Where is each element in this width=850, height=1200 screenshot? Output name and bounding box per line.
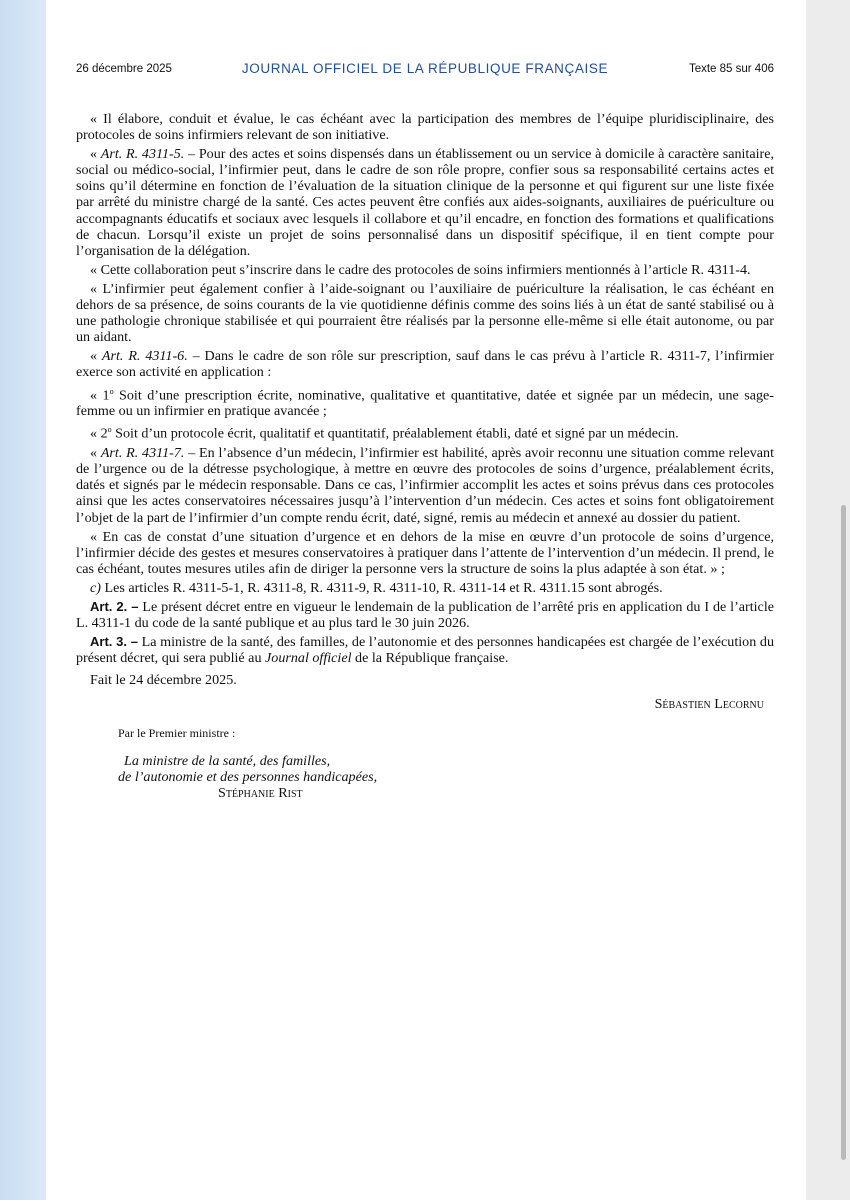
- paragraph-item-1: « 1$^o$ Soit d’une prescription écrite, nominative, qualitative et quantitative, datée et signée par un médecin, une sage-femme ou un infirmier en pratique avancée ;: [76, 386, 774, 420]
- scrollbar-thumb[interactable]: [841, 505, 846, 1160]
- header-text-position: Texte 85 sur 406: [688, 63, 774, 75]
- countersignature-block: [76, 725, 774, 801]
- signatory-name: Sébastien Lecornu: [654, 696, 764, 713]
- header-journal-title: JOURNAL OFFICIEL DE LA RÉPUBLIQUE FRANÇAISE: [241, 61, 609, 76]
- document-page: [46, 0, 806, 1200]
- fait-le: Fait le 24 décembre 2025.: [90, 672, 237, 689]
- paragraph-art-r4311-6: « Art. R. 4311-6. – Dans le cadre de son rôle sur prescription, sauf dans le cas prévu à l’article R. 4311-7, l’infirmier exerce son activité en application :: [76, 348, 774, 381]
- minister-name: Stéphanie Rist: [218, 784, 303, 801]
- par-le-premier-ministre: Par le Premier ministre :: [118, 725, 236, 740]
- paragraph-urgence: « En cas de constat d’une situation d’urgence et en dehors de la mise en œuvre d’un protocole de soins d’urgence, l’infirmier décide des gestes et mesures conservatoires à pratiquer dans l’attente de l’intervention d’un médecin. Il prend, le cas échéant, toutes mesures utiles afin de diriger la personne vers la structure de soins la plus adaptée à son état. » ;: [76, 528, 774, 577]
- article-reference: Art. R. 4311-7.: [100, 445, 185, 462]
- document-body: [76, 111, 774, 801]
- paragraph-collaboration: « Cette collaboration peut s’inscrire dans le cadre des protocoles de soins infirmiers mentionnés à l’article R. 4311-4.: [90, 261, 751, 278]
- viewer-right-margin: [806, 0, 850, 1200]
- article-reference: Art. R. 4311-6.: [101, 348, 188, 365]
- page-header: [76, 62, 774, 80]
- paragraph-art-r4311-5: « Art. R. 4311-5. – Pour des actes et soins dispensés dans un établissement ou un service à domicile à caractère sanitaire, social ou médico-social, l’infirmier peut, dans le cadre de son rôle propre, confier sous sa responsabilité certains actes et soins qu’il détermine en fonction de l’évaluation de la situation clinique de la personne et qui figurent sur une liste fixée par arrêté du ministre chargé de la santé. Ces actes peuvent être confiés aux aides-soignants, auxiliaires de puériculture ou accompagnants éducatifs et sociaux avec lesquels il collabore et qu’il encadre, en fonction des formations et qualifications de chacun. Lorsqu’il existe un projet de soins personnalisé dans un dispositif spécifique, il en tient compte pour l’organisation de la délégation.: [76, 146, 774, 259]
- header-date: 26 décembre 2025: [76, 63, 172, 75]
- article-2: Art. 2. – Le présent décret entre en vigueur le lendemain de la publication de l’arrêté pris en application du I de l’article L. 4311-1 du code de la santé publique et au plus tard le 30 juin 2026.: [76, 599, 774, 632]
- article-reference: Art. R. 4311-5.: [100, 146, 185, 163]
- article-2-label: Art. 2. –: [90, 599, 139, 614]
- minister-title-line-2: de l’autonomie et des personnes handicapées,: [118, 768, 378, 785]
- paragraph-elaboration: « Il élabore, conduit et évalue, le cas échéant avec la participation des membres de l’équipe pluridisciplinaire, des protocoles de soins infirmiers relevant de son initiative.: [76, 111, 774, 144]
- viewer-left-margin: [0, 0, 46, 1200]
- paragraph-item-2: « 2$^o$ Soit d’un protocole écrit, qualitatif et quantitatif, préalablement établi, daté et signé par un médecin.: [90, 425, 679, 443]
- paragraph-abrogation: c) Les articles R. 4311-5-1, R. 4311-8, R. 4311-9, R. 4311-10, R. 4311-14 et R. 4311.15 sont abrogés.: [90, 579, 663, 596]
- paragraph-confier: « L’infirmier peut également confier à l’aide-soignant ou l’auxiliaire de puériculture la réalisation, le cas échéant en dehors de sa présence, de soins courants de la vie quotidienne définis comme des soins liés à un état de santé stabilisé ou à une pathologie chronique stabilisée et qui pourraient être réalisés par la personne elle-même si elle était autonome, ou par un aidant.: [76, 280, 774, 346]
- paragraph-art-r4311-7: « Art. R. 4311-7. – En l’absence d’un médecin, l’infirmier est habilité, après avoir reconnu une situation comme relevant de l’urgence ou de la détresse psychologique, à mettre en œuvre des protocoles de soins d’urgence, préalablement écrits, datés et signés par le médecin responsable. Dans ce cas, l’infirmier accomplit les actes et soins prévus dans ces protocoles ainsi que les actes conservatoires nécessaires jusqu’à l’intervention d’un médecin. Ces actes et soins font obligatoirement l’objet de la part de l’infirmier d’un compte rendu écrit, daté, signé, remis au médecin et annexé au dossier du patient.: [76, 445, 775, 526]
- article-3: Art. 3. – La ministre de la santé, des familles, de l’autonomie et des personnes handicapées est chargée de l’exécution du présent décret, qui sera publié au Journal officiel de la République française.: [76, 634, 775, 667]
- article-3-label: Art. 3. –: [90, 634, 138, 650]
- minister-title-line-1: La ministre de la santé, des familles,: [124, 752, 331, 769]
